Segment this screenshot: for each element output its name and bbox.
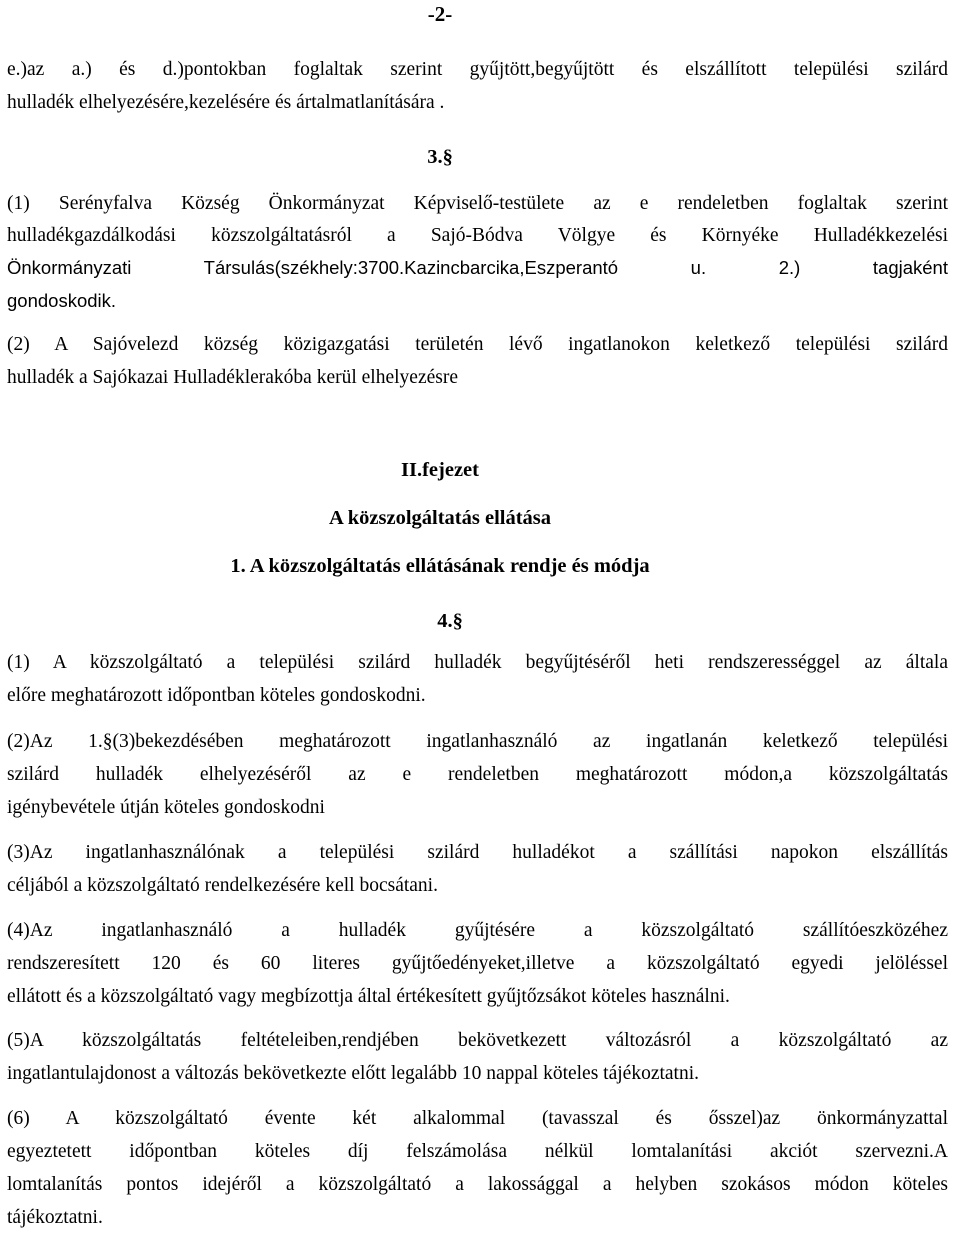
s4-p5-line-2: ingatlantulajdonost a változás bekövetkezte előtt legalább 10 nappal köteles tájékoztatni.	[7, 1063, 700, 1084]
page-number: -2-	[427, 2, 453, 26]
section-3-paragraph-1	[7, 188, 948, 317]
s4-p3-line-2: céljából a közszolgáltató rendelkezésére kell bocsátani.	[7, 875, 438, 896]
s3-p2-line-2: hulladék a Sajókazai Hulladéklerakóba kerül elhelyezésre	[7, 367, 458, 388]
intro-line-2: hulladék elhelyezésére,kezelésére és ártalmatlanítására .	[7, 92, 445, 113]
s4-p1-line-1: (1) A közszolgáltató a települési szilárd hulladék begyűjtéséről heti rendszerességgel az általa	[7, 652, 948, 673]
s4-p6-line-4: tájékoztatni.	[7, 1207, 103, 1228]
s3-p1-line-1: (1) Serényfalva Község Önkormányzat Képviselő-testülete az e rendeletben foglaltak szerint	[7, 193, 948, 214]
s3-p2-line-1: (2) A Sajóvelezd község közigazgatási területén lévő ingatlanokon keletkező települési szilárd	[7, 334, 948, 355]
s4-p6-line-2: egyeztetett időpontban köteles díj felszámolása nélkül lomtalanítási akciót szervezni.A	[7, 1141, 948, 1162]
s3-p1-line-3-text: Önkormányzati Társulás(székhely:3700.Kazincbarcika,Eszperantó u. 2.) tagjaként	[7, 257, 948, 278]
s4-p1-line-2: előre meghatározott időpontban köteles gondoskodni.	[7, 685, 426, 706]
section-title: 1. A közszolgáltatás ellátásának rendje és módja	[230, 555, 650, 577]
s4-p3-line-1: (3)Az ingatlanhasználónak a települési szilárd hulladékot a szállítási napokon elszállítás	[7, 842, 948, 863]
section-4-paragraph-1	[7, 646, 948, 712]
s4-p5-line-1: (5)A közszolgáltatás feltételeiben,rendjében bekövetkezett változásról a közszolgáltató az	[7, 1030, 948, 1051]
section-4-paragraph-5	[7, 1024, 948, 1090]
intro-paragraph	[7, 53, 948, 119]
s4-p4-line-1: (4)Az ingatlanhasználó a hulladék gyűjtésére a közszolgáltató szállítóeszközéhez	[7, 920, 948, 941]
s4-p2-line-3: igénybevétele útján köteles gondoskodni	[7, 797, 325, 818]
s4-p6-line-1: (6) A közszolgáltató évente két alkalommal (tavasszal és ősszel)az önkormányzattal	[7, 1108, 948, 1129]
s4-p6-line-3: lomtalanítás pontos idejéről a közszolgáltató a lakossággal a helyben szokásos módon köteles	[7, 1174, 948, 1195]
section-4-paragraph-4	[7, 914, 948, 1013]
s4-p4-line-2: rendszeresített 120 és 60 literes gyűjtőedényeket,illetve a közszolgáltató egyedi jelöléssel	[7, 953, 948, 974]
section-4-heading: 4.§	[437, 610, 463, 632]
s3-p1-line-2: hulladékgazdálkodási közszolgáltatásról a Sajó-Bódva Völgye és Környéke Hulladékkezelési	[7, 225, 948, 246]
section-4-paragraph-6	[7, 1102, 948, 1234]
chapter-subtitle: A közszolgáltatás ellátása	[328, 507, 552, 529]
s4-p2-line-1: (2)Az 1.§(3)bekezdésében meghatározott ingatlanhasználó az ingatlanán keletkező települési	[7, 731, 948, 752]
s3-p1-line-3	[7, 252, 948, 285]
intro-line-1: e.)az a.) és d.)pontokban foglaltak szerint gyűjtött,begyűjtött és elszállított települési szilárd	[7, 59, 948, 80]
section-3-heading: 3.§	[427, 146, 453, 168]
chapter-title: II.fejezet	[401, 459, 479, 481]
section-4-paragraph-2	[7, 725, 948, 824]
s4-p2-line-2: szilárd hulladék elhelyezéséről az e rendeletben meghatározott módon,a közszolgáltatás	[7, 764, 948, 785]
s3-p1-line-4: gondoskodik.	[7, 290, 117, 311]
section-3-paragraph-2	[7, 328, 948, 394]
section-4-paragraph-3	[7, 836, 948, 902]
s4-p4-line-3: ellátott és a közszolgáltató vagy megbízottja által értékesített gyűjtőzsákot köteles használni.	[7, 986, 730, 1007]
